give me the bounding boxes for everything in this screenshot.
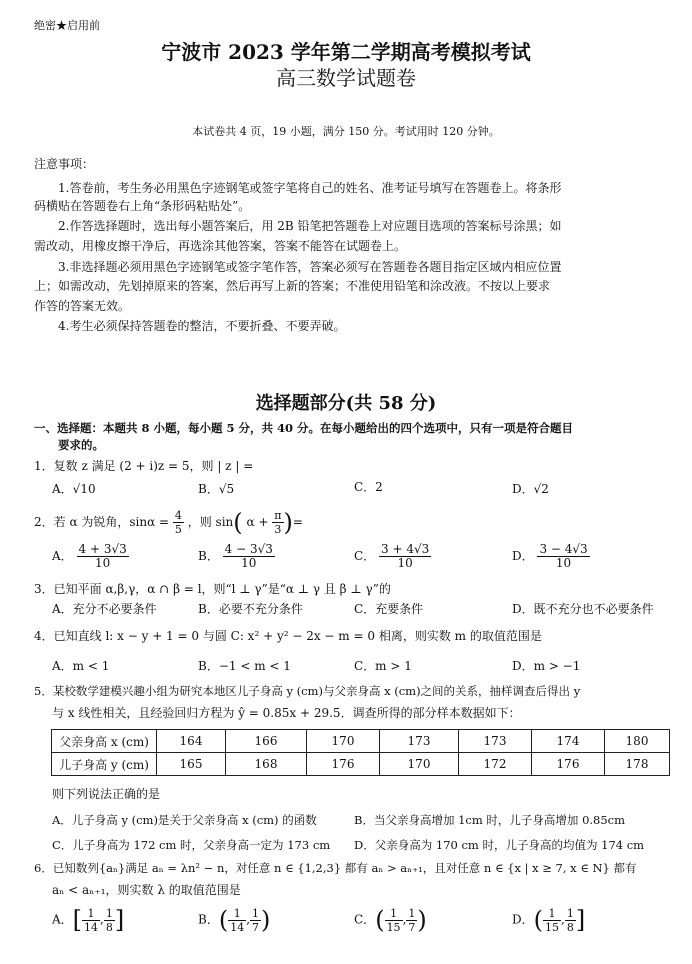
notice-line: 码横贴在答题卷右上角“条形码粘贴处”。	[34, 199, 251, 213]
table-cell: 168	[226, 753, 307, 776]
question-6-stem: 6．已知数列{aₙ}满足 aₙ = λn² − n，对任意 n ∈ {1,2,3} 都有 aₙ > aₙ₊₁，且对任意 n ∈ {x | x ≥ 7, x ∈ N} 都有	[34, 861, 637, 875]
question-5-option-c: C．儿子身高为 172 cm 时，父亲身高一定为 173 cm	[52, 838, 331, 852]
table-cell: 166	[226, 730, 307, 753]
section-intro: 一、选择题：本题共 8 小题，每小题 5 分，共 40 分。在每小题给出的四个选项中，只有一项是符合题目	[34, 421, 574, 435]
question-1-option-a: A．√10	[52, 482, 96, 496]
question-6-option-d: D．( $\frac{1}{15}$ , $\frac{1}{8}$ ]	[512, 906, 586, 934]
table-header-cell: 父亲身高 x (cm)	[52, 730, 157, 753]
question-6-option-c: C．( $\frac{1}{15}$ , $\frac{1}{7}$ )	[354, 906, 427, 934]
notice-heading: 注意事项：	[34, 157, 95, 171]
question-1-option-b: B．√5	[198, 482, 235, 496]
table-cell: 170	[380, 753, 459, 776]
question-3-stem: 3．已知平面 α,β,γ，α ∩ β = l，则“l ⊥ γ”是“α ⊥ γ 且 β ⊥ γ”的	[34, 582, 391, 596]
question-1-option-d: D．√2	[512, 482, 549, 496]
question-5-prompt: 则下列说法正确的是	[52, 787, 161, 801]
table-cell: 170	[307, 730, 380, 753]
question-2-fraction: $\frac{4}{5}$	[174, 509, 182, 536]
table-cell: 164	[157, 730, 226, 753]
question-2-pi-fraction: $\frac{\pi}{3}$	[274, 509, 282, 536]
notice-line: 2.作答选择题时，选出每小题答案后，用 2B 铅笔把答题卷上对应题目选项的答案标号涂黑；如	[58, 219, 562, 233]
table-cell: 165	[157, 753, 226, 776]
notice-line: 4.考生必须保持答题卷的整洁，不要折叠、不要弄破。	[58, 319, 346, 333]
section-intro: 要求的。	[58, 438, 104, 452]
question-4-option-d: D．m > −1	[512, 659, 581, 673]
question-6-stem: aₙ < aₙ₊₁，则实数 λ 的取值范围是	[52, 883, 241, 897]
question-4-stem: 4．已知直线 l: x − y + 1 = 0 与圆 C: x² + y² − 2x − m = 0 相离，则实数 m 的取值范围是	[34, 629, 542, 643]
question-4-option-a: A．m < 1	[52, 659, 110, 673]
question-3-option-b: B．必要不充分条件	[198, 602, 303, 616]
question-4-option-c: C．m > 1	[354, 659, 412, 673]
question-2-option-b: B． $\frac{4 - 3√3}{10}$	[198, 542, 273, 570]
question-5-option-a: A．儿子身高 y (cm)是关于父亲身高 x (cm) 的函数	[52, 813, 317, 827]
question-5-option-d: D．父亲身高为 170 cm 时，儿子身高的均值为 174 cm	[354, 838, 645, 852]
table-cell: 173	[459, 730, 532, 753]
notice-line: 上；如需改动，先划掉原来的答案，然后再写上新的答案；不准使用铅笔和涂改液。不按以上要求	[34, 279, 551, 293]
table-cell: 176	[307, 753, 380, 776]
question-3-option-d: D．既不充分也不必要条件	[512, 602, 654, 616]
question-6-option-a: A．[ $\frac{1}{14}$ , $\frac{1}{8}$ ]	[52, 906, 125, 934]
table-cell: 172	[459, 753, 532, 776]
question-3-option-c: C．充要条件	[354, 602, 424, 616]
question-2-option-d: D． $\frac{3 - 4√3}{10}$	[512, 542, 588, 570]
question-2-option-a: A． $\frac{4 + 3√3}{10}$	[52, 542, 127, 570]
page-subtitle: 高三数学试题卷	[276, 66, 416, 90]
table-row	[52, 753, 670, 776]
table-cell: 180	[605, 730, 670, 753]
page-title: 宁波市 2023 学年第二学期高考模拟考试	[161, 40, 531, 64]
table-header-cell: 儿子身高 y (cm)	[52, 753, 157, 776]
table-cell: 173	[380, 730, 459, 753]
question-3-option-a: A．充分不必要条件	[52, 602, 157, 616]
question-1-stem: 1．复数 z 满足 (2 + i)z = 5，则 | z | =	[34, 459, 254, 473]
notice-line: 1.答卷前，考生务必用黑色字迹钢笔或签字笔将自己的姓名、准考证号填写在答题卷上。将条形	[58, 181, 562, 195]
question-2-option-c: C． $\frac{3 + 4√3}{10}$	[354, 542, 430, 570]
notice-line: 3.非选择题必须用黑色字迹钢笔或签字笔作答，答案必须写在答题卷各题目指定区域内相应位置	[58, 260, 562, 274]
question-5-stem: 5．某校数学建模兴趣小组为研究本地区儿子身高 y (cm)与父亲身高 x (cm)之间的关系，抽样调查后得出 y	[34, 684, 581, 698]
question-2-stem-text: 2．若 α 为锐角，sinα =	[34, 515, 170, 529]
table-cell: 178	[605, 753, 670, 776]
question-5-option-b: B．当父亲身高增加 1cm 时，儿子身高增加 0.85cm	[354, 813, 626, 827]
confidential-mark: 绝密★启用前	[34, 19, 100, 32]
question-2-stem: 2．若 α 为锐角，sinα = $\frac{4}{5}$ ，则 sin( α + $\frac{\pi}{3}$ )=	[34, 508, 303, 537]
section-title: 选择题部分(共 58 分)	[255, 393, 437, 414]
question-6-option-b: B．( $\frac{1}{14}$ , $\frac{1}{7}$ )	[198, 906, 271, 934]
table-row	[52, 730, 670, 753]
notice-line: 需改动，用橡皮擦干净后，再选涂其他答案，答案不能答在试题卷上。	[34, 239, 407, 253]
notice-line: 作答的答案无效。	[34, 299, 131, 313]
question-1-option-c: C．2	[354, 480, 383, 494]
table-cell: 174	[532, 730, 605, 753]
exam-info: 本试卷共 4 页，19 小题，满分 150 分。考试用时 120 分钟。	[192, 125, 500, 138]
sample-data-table	[51, 729, 670, 776]
table-cell: 176	[532, 753, 605, 776]
question-5-stem: 与 x 线性相关，且经验回归方程为 ŷ = 0.85x + 29.5．调查所得的部分样本数据如下：	[52, 706, 521, 720]
question-4-option-b: B．−1 < m < 1	[198, 659, 291, 673]
